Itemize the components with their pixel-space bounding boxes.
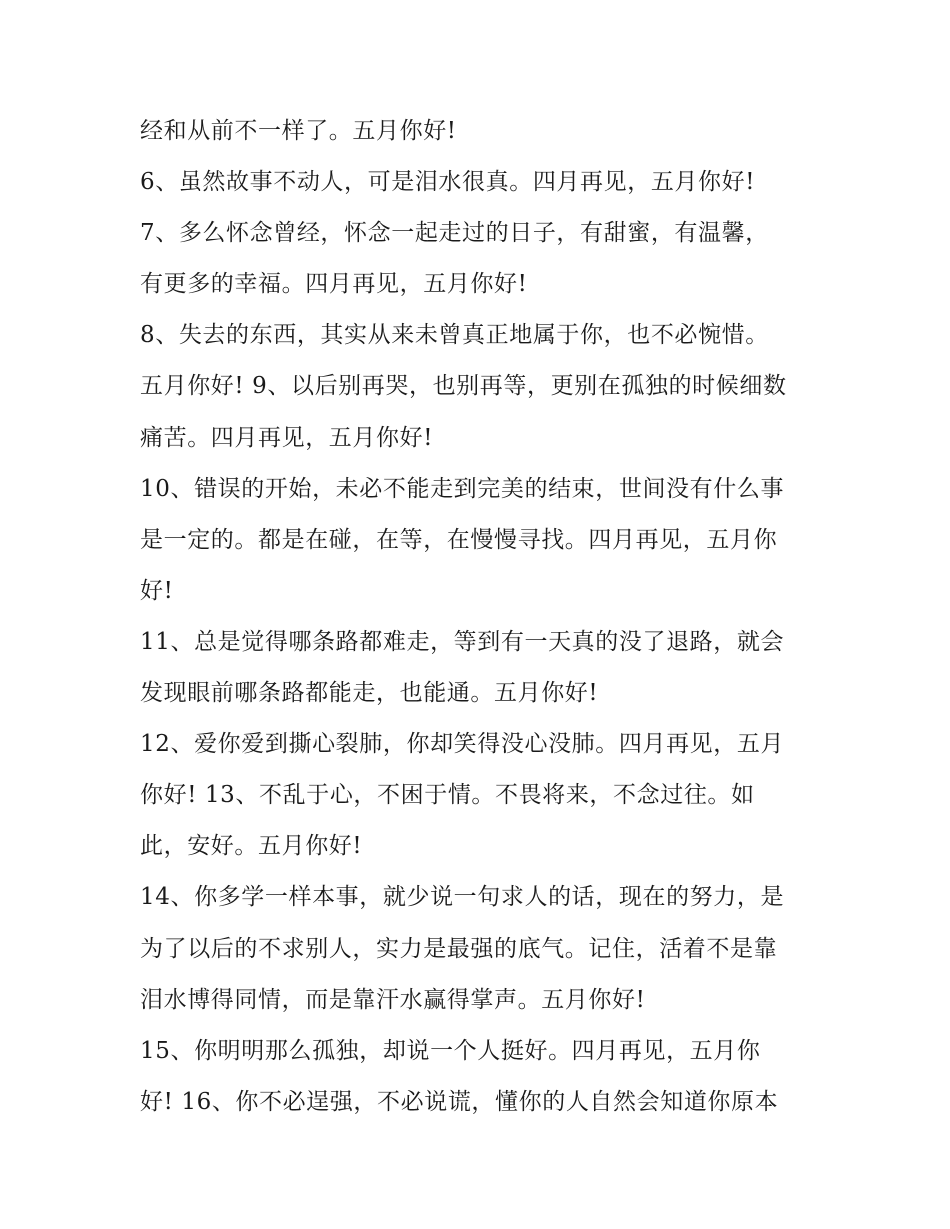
text-line: 15、你明明那么孤独，却说一个人挺好。四月再见，五月你: [140, 1037, 761, 1064]
body-text: [140, 106, 820, 1128]
text-line: 是一定的。都是在碰，在等，在慢慢寻找。四月再见，五月你: [140, 526, 778, 553]
text-line: 发现眼前哪条路都能走，也能通。五月你好!: [140, 680, 599, 707]
text-line: 痛苦。四月再见，五月你好!: [140, 424, 434, 451]
text-line: 泪水博得同情，而是靠汗水赢得掌声。五月你好!: [140, 986, 646, 1013]
text-line: 6、虽然故事不动人，可是泪水很真。四月再见，五月你好!: [140, 169, 756, 196]
text-line: 你好! 13、不乱于心，不困于情。不畏将来，不念过往。如: [140, 782, 755, 809]
text-line: 为了以后的不求别人，实力是最强的底气。记住，活着不是靠: [140, 935, 778, 962]
text-line: 好!: [140, 577, 174, 604]
text-line: 7、多么怀念曾经，怀念一起走过的日子，有甜蜜，有温馨，: [140, 220, 769, 247]
text-line: 五月你好! 9、以后别再哭，也别再等，更别在孤独的时候细数: [140, 373, 787, 400]
text-line: 12、爱你爱到撕心裂肺，你却笑得没心没肺。四月再见，五月: [140, 731, 785, 758]
text-line: 好! 16、你不必逞强，不必说谎，懂你的人自然会知道你原本: [140, 1088, 779, 1115]
text-line: 有更多的幸福。四月再见，五月你好!: [140, 271, 528, 298]
text-line: 14、你多学一样本事，就少说一句求人的话，现在的努力，是: [140, 884, 785, 911]
text-line: 11、总是觉得哪条路都难走，等到有一天真的没了退路，就会: [140, 628, 785, 655]
text-line: 8、失去的东西，其实从来未曾真正地属于你，也不必惋惜。: [140, 322, 769, 349]
text-line: 10、错误的开始，未必不能走到完美的结束，世间没有什么事: [140, 475, 785, 502]
text-line: 经和从前不一样了。五月你好!: [140, 118, 457, 144]
text-line: 此，安好。五月你好!: [140, 833, 363, 860]
